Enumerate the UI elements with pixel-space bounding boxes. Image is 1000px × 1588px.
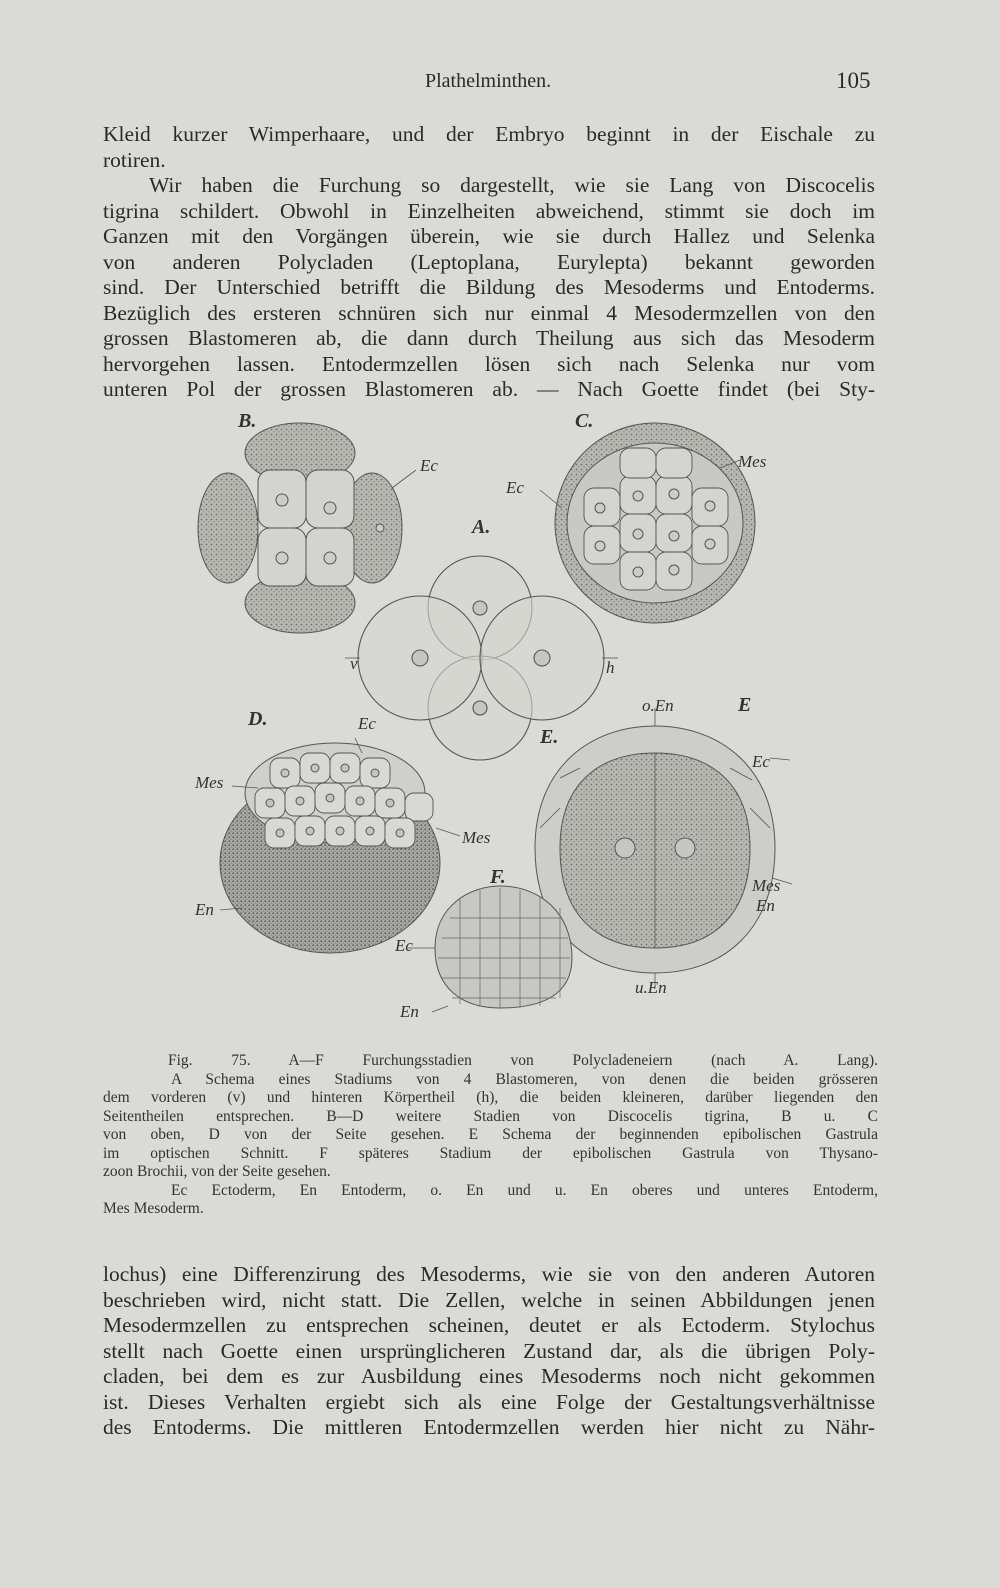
label-en-f: En [400,1002,419,1021]
label-mes-c: Mes [738,452,767,471]
label-o-en: o.En [642,696,674,715]
paragraph-bottom [103,1262,875,1441]
caption-line: zoon Brochii, von der Seite gesehen. [103,1163,331,1180]
page-number: 105 [836,68,871,93]
label-ec-f: Ec [395,936,413,955]
stage-a-drawing [345,556,618,760]
text-line: hervorgehen lassen. Entodermzellen lösen sich nach Selenka nur vom [103,351,875,376]
cleavage-stages-drawing [180,408,820,1048]
running-head [0,70,1000,100]
paragraph-top [103,122,875,403]
label-stage-a: A. [472,516,491,538]
label-en-d: En [195,900,214,919]
caption-line: dem vorderen (v) und hinteren Körpertheil (h), die beiden kleineren, darüber liegenden den [103,1089,878,1106]
label-u-en: u.En [635,978,667,997]
text-line: grossen Blastomeren ab, die dann durch Theilung aus sich das Mesoderm [103,326,875,350]
caption-line: A Schema eines Stadiums von 4 Blastomeren, von denen die beiden grösseren [171,1070,878,1088]
text-line: tigrina schildert. Obwohl in Einzelheiten abweichend, stimmt sie doch im [103,198,875,223]
label-stage-b: B. [238,410,257,432]
label-mes-d-right: Mes [462,828,491,847]
running-title: Plathelminthen. [425,70,552,92]
stage-e-drawing [535,708,792,988]
text-line: des Entoderms. Die mittleren Entodermzellen werden hier nicht zu Nähr- [103,1415,875,1439]
figure-75-illustration [180,408,820,1048]
text-line: Ganzen mit den Vorgängen überein, wie sie durch Hallez und Selenka [103,224,875,248]
caption-line: Ec Ectoderm, En Entoderm, o. En und u. En oberes und unteres Entoderm, [171,1181,878,1199]
caption-line: von oben, D von der Seite gesehen. E Schema der beginnenden epibolischen Gastrula [103,1126,878,1143]
text-line: Kleid kurzer Wimperhaare, und der Embryo beginnt in der Eischale zu [103,122,875,146]
stage-f-drawing [408,886,572,1012]
text-line: sind. Der Unterschied betrifft die Bildung des Mesoderms und Entoderms. [103,275,875,299]
text-line: lochus) eine Differenzirung des Mesoderms, wie sie von den anderen Autoren [103,1262,875,1286]
label-stage-d: D. [248,708,268,730]
label-ec-c: Ec [506,478,524,497]
text-line: stellt nach Goette einen ursprünglicheren Zustand dar, als die übrigen Poly- [103,1338,875,1363]
stage-b-drawing [198,423,416,633]
caption-line: im optischen Schnitt. F späteres Stadium der epibolischen Gastrula von Thysano- [103,1144,878,1162]
label-en-e: En [756,896,775,915]
figure-caption [103,1052,878,1219]
label-ec-d: Ec [358,714,376,733]
text-line: beschrieben wird, nicht statt. Die Zellen, welche in seinen Abbildungen jenen [103,1287,875,1312]
text-line: claden, bei dem es zur Ausbildung eines Mesoderms noch nicht gekommen [103,1364,875,1388]
label-mes-d-left: Mes [195,773,224,792]
label-stage-e-schema: E. [540,726,559,748]
label-stage-f: F. [490,866,506,888]
text-line: Mesodermzellen zu entsprechen scheinen, deutet er als Ectoderm. Stylochus [103,1313,875,1337]
text-line: rotiren. [103,147,166,172]
label-stage-c: C. [575,410,594,432]
label-mes-e: Mes [752,876,781,895]
text-line: unteren Pol der grossen Blastomeren ab. — Nach Goette findet (bei Sty- [103,377,875,401]
text-line: Wir haben die Furchung so dargestellt, wie sie Lang von Discocelis [149,173,875,197]
caption-line: Fig. 75. A—F Furchungsstadien von Polycladeneiern (nach A. Lang). [168,1052,878,1069]
label-h: h [606,658,615,677]
label-stage-e: E [738,694,752,716]
stage-d-drawing [220,738,460,953]
caption-line: Seitentheilen entsprechen. B—D weitere Stadien von Discocelis tigrina, B u. C [103,1107,878,1125]
label-ec-e: Ec [752,752,770,771]
stage-c-drawing [540,423,755,623]
label-ec-b: Ec [420,456,438,475]
text-line: Bezüglich des ersteren schnüren sich nur einmal 4 Mesodermzellen von den [103,300,875,325]
caption-line: Mes Mesoderm. [103,1200,204,1217]
text-line: von anderen Polycladen (Leptoplana, Eurylepta) bekannt geworden [103,249,875,274]
label-v: v [350,654,358,673]
text-line: ist. Dieses Verhalten ergiebt sich als eine Folge der Gestaltungsverhältnisse [103,1389,875,1414]
